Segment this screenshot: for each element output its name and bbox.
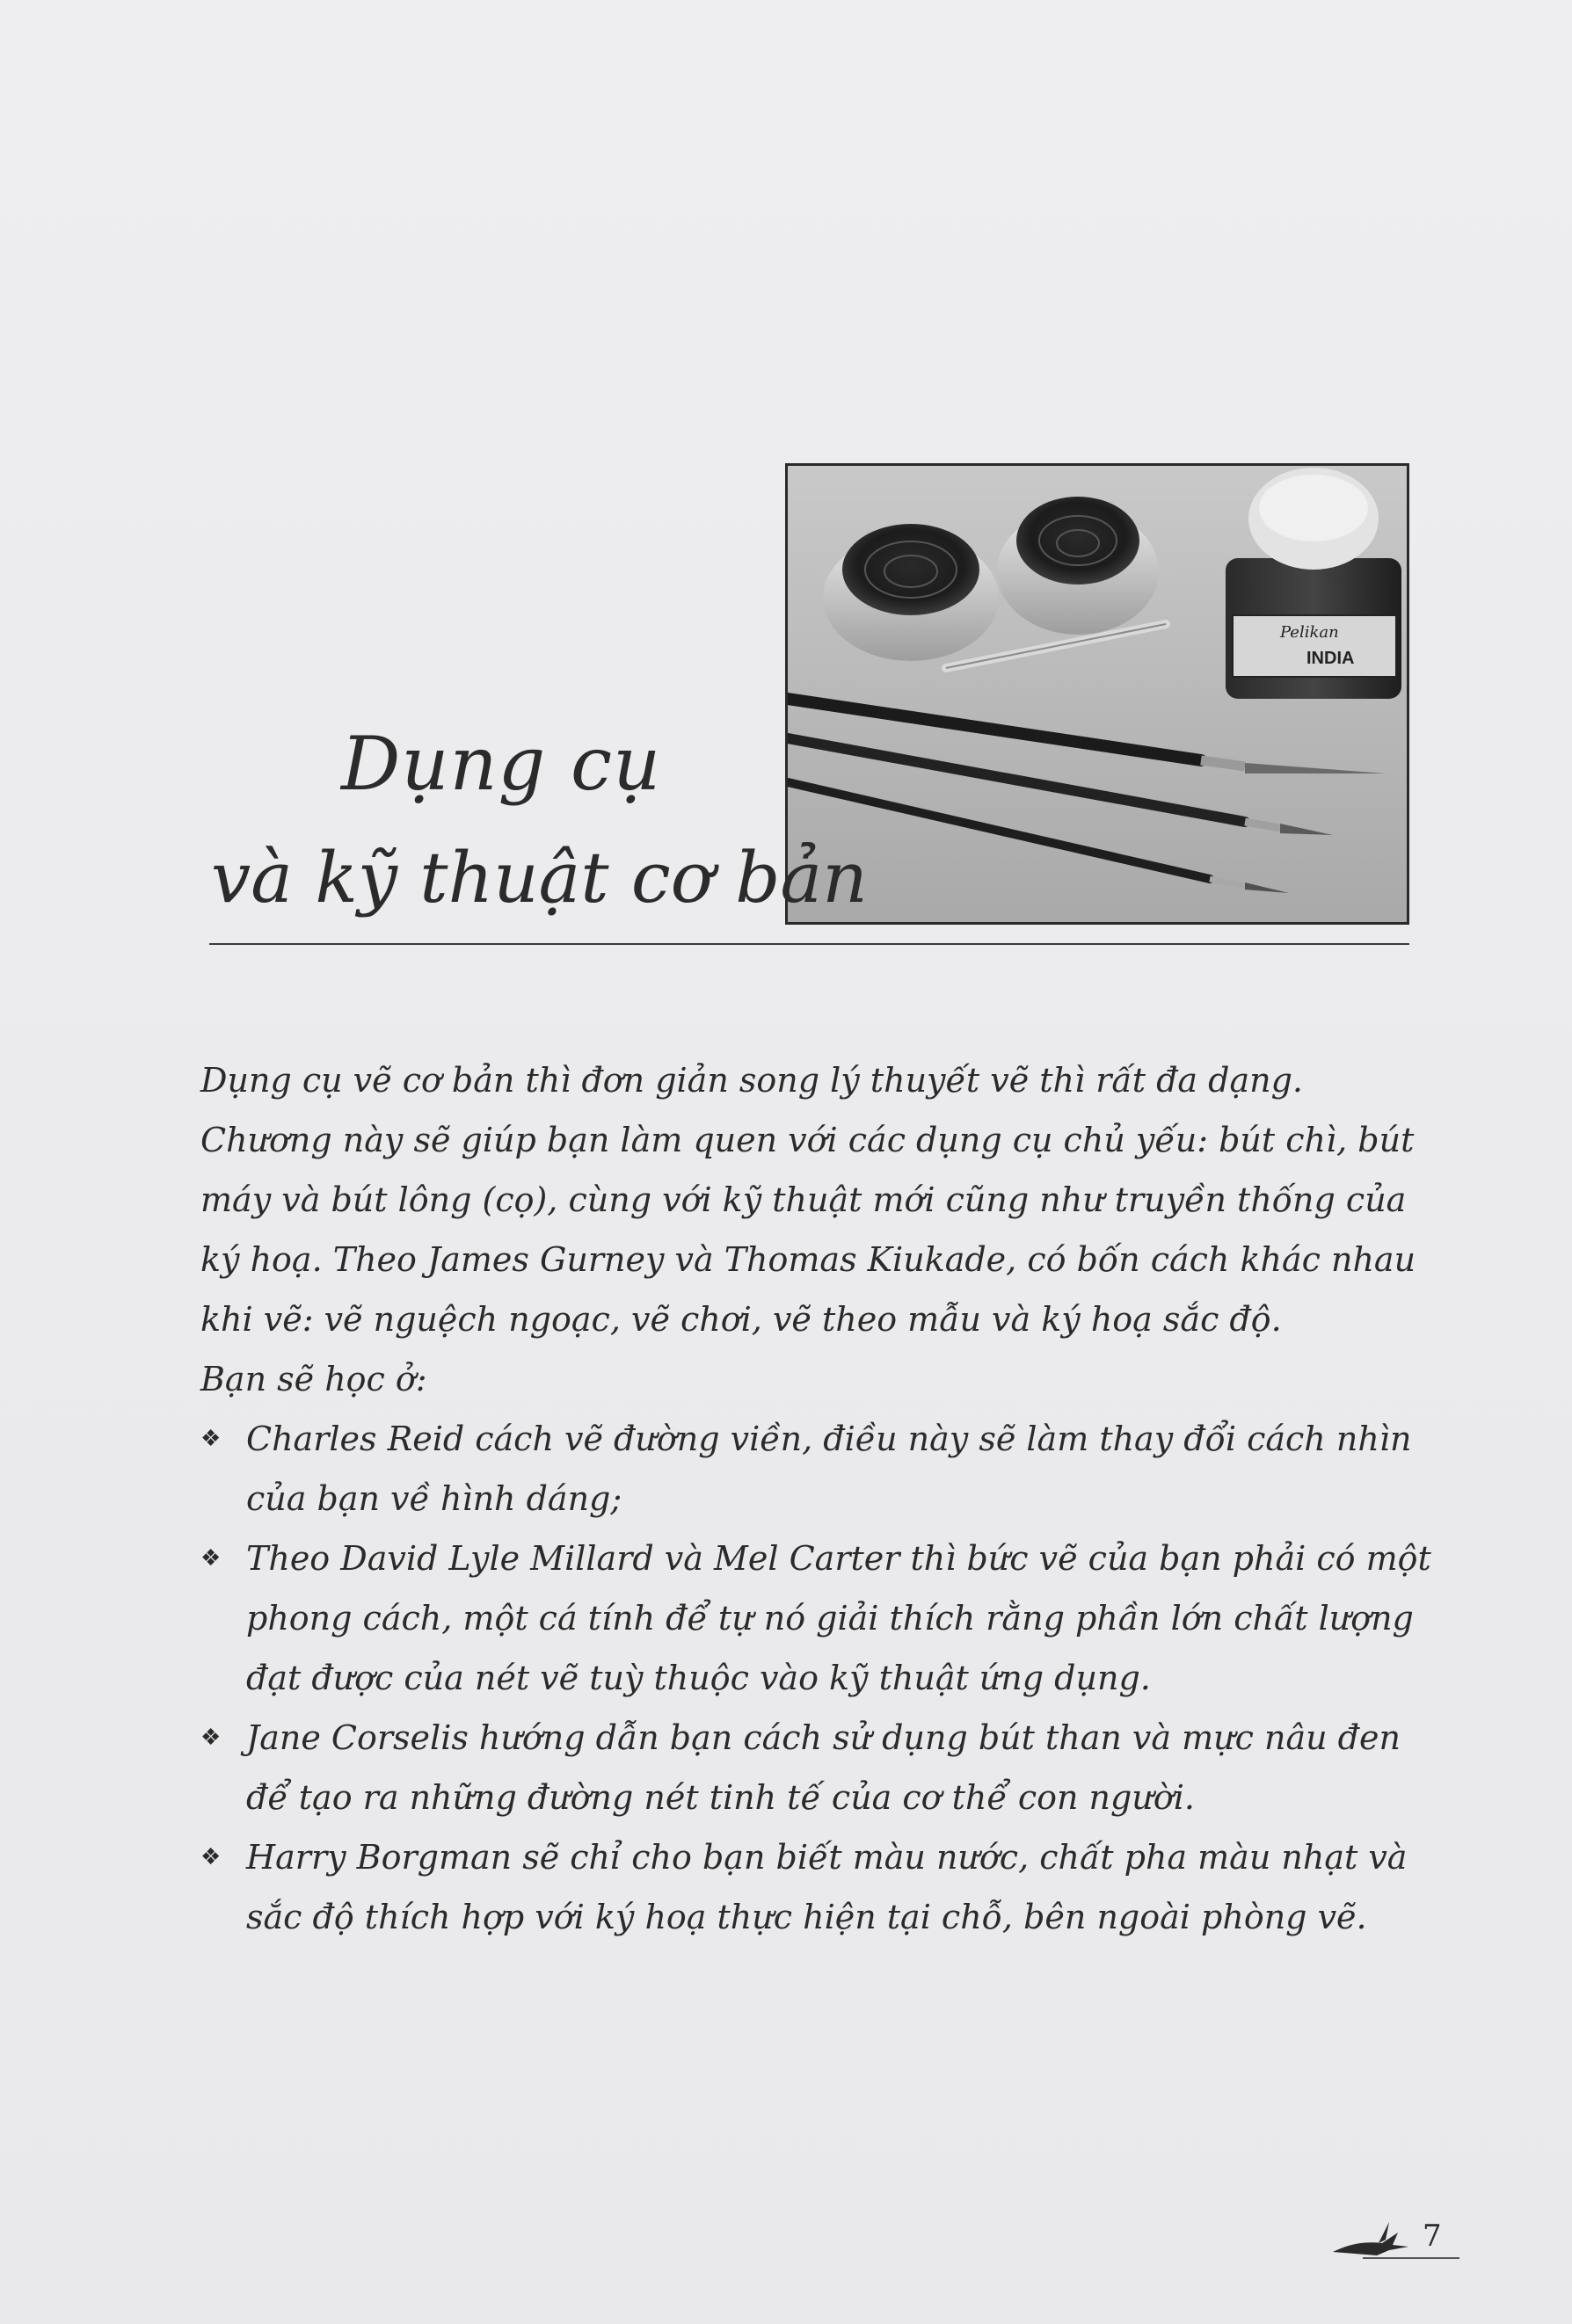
chapter-title-line2: và kỹ thuật cơ bản: [211, 837, 868, 919]
list-lead: Bạn sẽ học ở:: [200, 1360, 427, 1398]
chapter-body: [200, 1050, 1431, 1947]
bullet-icon: ❖: [200, 1545, 222, 1572]
list-item: [200, 1708, 1431, 1827]
title-divider: [209, 943, 1409, 945]
chapter-title-line1: Dụng cụ: [341, 721, 662, 807]
intro-paragraph: Chương này sẽ giúp bạn làm quen với các dụng cụ chủ yếu: bút chì, bút máy và bút lông (cọ), cùng với kỹ thuật mới cũng như truyền thống của ký hoạ. Theo James Gurney và Thomas Kiukade, có bốn cách khác nhau khi vẽ: vẽ nguệch ngoạc, vẽ chơi, vẽ theo mẫu và ký hoạ sắc độ.: [200, 1121, 1416, 1339]
ink-bottle-brand: Pelikan: [1280, 623, 1339, 642]
art-tools-photo: [785, 463, 1409, 925]
bird-ornament-icon: [1328, 2217, 1416, 2261]
list-item: [200, 1827, 1431, 1947]
page-footer: [1328, 2213, 1451, 2266]
list-item: [200, 1529, 1431, 1708]
intro-paragraph: Dụng cụ vẽ cơ bản thì đơn giản song lý thuyết vẽ thì rất đa dạng.: [200, 1061, 1303, 1100]
list-item-text: Theo David Lyle Millard và Mel Carter thì bức vẽ của bạn phải có một phong cách, một cá tính để tự nó giải thích rằng phần lớn chất lượng đạt được của nét vẽ tuỳ thuộc vào kỹ thuật ứng dụng.: [246, 1539, 1431, 1697]
ink-bottle-label: INDIA: [1306, 649, 1355, 668]
list-item-text: Jane Corselis hướng dẫn bạn cách sử dụng bút than và mực nâu đen để tạo ra những đường nét tinh tế của cơ thể con người.: [246, 1718, 1401, 1817]
bullet-icon: ❖: [200, 1426, 222, 1452]
learning-list: [200, 1409, 1431, 1947]
list-item-text: Charles Reid cách vẽ đường viền, điều này sẽ làm thay đổi cách nhìn của bạn về hình dáng;: [246, 1420, 1412, 1518]
page-number: 7: [1423, 2219, 1442, 2254]
list-item-text: Harry Borgman sẽ chỉ cho bạn biết màu nước, chất pha màu nhạt và sắc độ thích hợp với ký hoạ thực hiện tại chỗ, bên ngoài phòng vẽ.: [246, 1838, 1408, 1936]
bullet-icon: ❖: [200, 1725, 222, 1751]
list-item: [200, 1409, 1431, 1529]
footer-divider: [1363, 2257, 1459, 2259]
bullet-icon: ❖: [200, 1844, 222, 1870]
ink-bottle: [1226, 468, 1401, 699]
